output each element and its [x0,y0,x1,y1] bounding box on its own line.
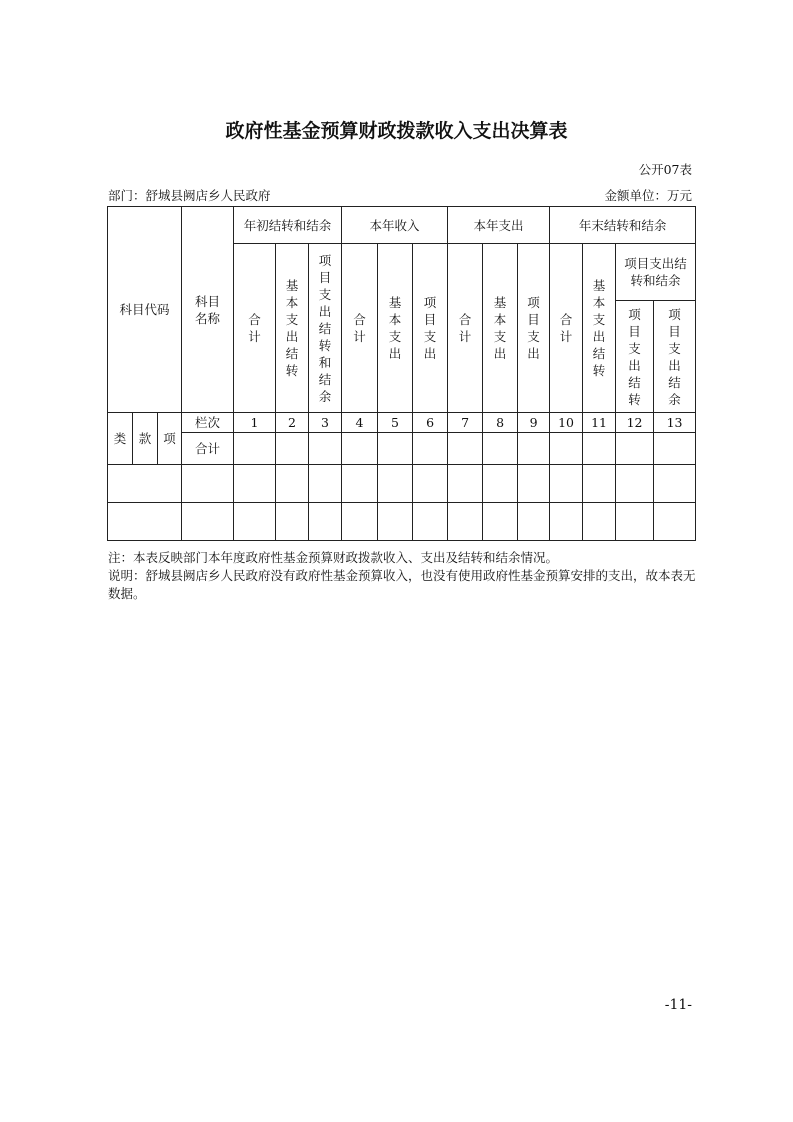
table-cell [583,433,616,465]
column-number-cell: 2 [276,413,309,433]
table-cell [309,465,342,503]
page-title: 政府性基金预算财政拨款收入支出决算表 [225,120,568,142]
begin-project-carry-balance-header-text: 项目支出结转和结余 [318,252,332,404]
form-number: 公开07表 [638,162,692,177]
begin-basic-carry-header [276,244,309,413]
table-cell [518,465,550,503]
page-number: -11- [664,997,692,1013]
table-cell [448,503,483,541]
table-cell [309,433,342,465]
subject-code-header: 科目代码 [108,207,182,413]
table-row [108,503,696,541]
column-number-cell: 8 [483,413,518,433]
expense-project-header-text: 项目支出 [527,295,540,361]
table-cell [483,465,518,503]
table-cell [550,433,583,465]
end-total-header-text: 合计 [559,312,573,344]
income-project-header [413,244,448,413]
income-basic-header-text: 基本支出 [388,295,402,361]
table-cell [654,503,696,541]
table-cell [234,433,276,465]
end-project-carry-balance-header-text: 项目支出结转和结余 [624,256,687,288]
column-number-label: 栏次 [182,413,234,433]
column-number-cell: 6 [413,413,448,433]
end-project-carry-header [616,301,654,413]
begin-basic-carry-header-text: 基本支出结转 [285,278,299,378]
table-cell [583,503,616,541]
table-cell [518,503,550,541]
table-cell [276,503,309,541]
expense-total-header-text: 合计 [458,312,472,344]
expense-group-header: 本年支出 [448,207,550,244]
item-header: 项 [158,413,182,465]
table-cell [483,503,518,541]
income-basic-header [378,244,413,413]
income-total-header-text: 合计 [353,312,366,344]
table-cell [108,465,182,503]
end-basic-carry-header [583,244,616,413]
expense-project-header [518,244,550,413]
column-number-cell: 7 [448,413,483,433]
column-number-cell: 12 [616,413,654,433]
amount-unit-label: 金额单位：万元 [604,188,692,203]
expense-basic-header-text: 基本支出 [493,295,507,361]
table-cell [448,433,483,465]
fund-budget-table [107,206,696,541]
begin-total-header [234,244,276,413]
header-row-1 [108,207,696,244]
table-cell [234,503,276,541]
table-cell [276,433,309,465]
table-cell [413,503,448,541]
income-total-header [342,244,378,413]
table-cell [616,465,654,503]
subject-name-header-text: 科目名称 [195,293,221,326]
income-group-header: 本年收入 [342,207,448,244]
table-cell [550,465,583,503]
sum-row [108,433,696,465]
table-cell [342,465,378,503]
column-number-cell: 5 [378,413,413,433]
table-cell [309,503,342,541]
table-cell [550,503,583,541]
column-number-cell: 13 [654,413,696,433]
table-cell [583,465,616,503]
begin-balance-group-header: 年初结转和结余 [234,207,342,244]
department-label: 部门：舒城县阙店乡人民政府 [108,188,271,203]
table-cell [182,503,234,541]
section-header: 款 [133,413,158,465]
expense-total-header [448,244,483,413]
table-cell [378,433,413,465]
column-number-cell: 3 [309,413,342,433]
table-cell [234,465,276,503]
table-cell [483,433,518,465]
end-balance-group-header: 年末结转和结余 [550,207,696,244]
column-number-cell: 10 [550,413,583,433]
table-cell [378,465,413,503]
table-cell [182,465,234,503]
class-header: 类 [108,413,133,465]
column-number-cell: 11 [583,413,616,433]
expense-basic-header [483,244,518,413]
end-project-balance-header-text: 项目支出结余 [668,306,681,407]
subject-name-header [182,207,234,413]
table-cell [616,503,654,541]
end-project-carry-header-text: 项目支出结转 [628,306,641,407]
income-project-header-text: 项目支出 [423,295,437,361]
table-row [108,465,696,503]
table-cell [378,503,413,541]
table-cell [654,465,696,503]
table-cell [276,465,309,503]
begin-project-carry-balance-header [309,244,342,413]
table-cell [342,433,378,465]
begin-total-header-text: 合计 [248,312,261,344]
table-cell [413,433,448,465]
table-cell [108,503,182,541]
table-cell [342,503,378,541]
end-basic-carry-header-text: 基本支出结转 [592,278,606,378]
column-number-cell: 1 [234,413,276,433]
table-note: 注：本表反映部门本年度政府性基金预算财政拨款收入、支出及结转和结余情况。 [108,550,559,565]
sum-row-label: 合计 [182,433,234,465]
column-number-cell: 4 [342,413,378,433]
end-project-carry-balance-header [616,244,696,301]
table-cell [413,465,448,503]
column-number-row [108,413,696,433]
table-explanation: 说明：舒城县阙店乡人民政府没有政府性基金预算收入，也没有使用政府性基金预算安排的支出，故本表无数据。 [108,568,696,601]
table-cell [448,465,483,503]
end-project-balance-header [654,301,696,413]
table-cell [654,433,696,465]
table-cell [616,433,654,465]
end-total-header [550,244,583,413]
column-number-cell: 9 [518,413,550,433]
table-cell [518,433,550,465]
